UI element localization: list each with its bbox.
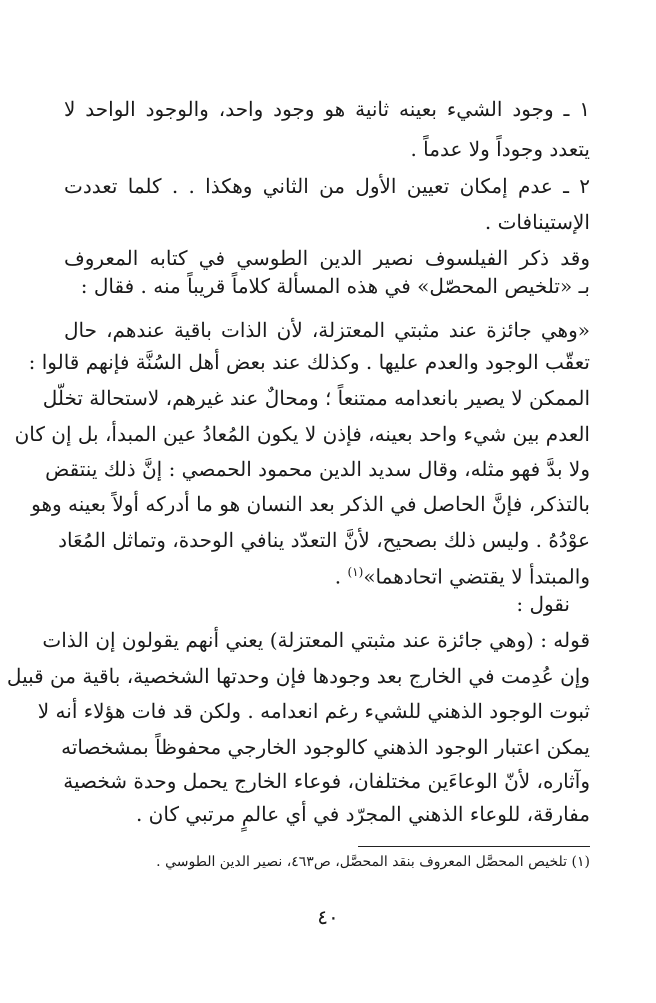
commentary-line: مفارقة، للوعاء الذهني المجرّد في أي عالمٍ مرتبي كان . [135, 802, 590, 826]
body-line: وقد ذكر الفيلسوف نصير الدين الطوسي في كتابه المعروف [64, 246, 590, 270]
quote-line: الممكن لا يصير بانعدامه ممتنعاً ؛ ومحالٌ عند غيرهم، لاستحالة تخلّل [42, 386, 590, 410]
footnote-divider [358, 846, 590, 847]
commentary-line: قوله : (وهي جائزة عند مثبتي المعتزلة) يعني أنهم يقولون إن الذات [42, 628, 590, 652]
body-line: بـ «تلخيص المحصّل» في هذه المسألة كلاماً قريباً منه . فقال : [80, 274, 590, 298]
body-line: ١ ـ وجود الشيء بعينه ثانية هو وجود واحد، والوجود الواحد لا [64, 97, 590, 121]
body-line: ٢ ـ عدم إمكان تعيين الأول من الثاني وهكذا . . كلما تعددت [64, 174, 590, 198]
quote-end-punct: . [334, 564, 348, 589]
body-line: يتعدد وجوداً ولا عدماً . [410, 137, 590, 161]
section-label: نقول : [516, 592, 570, 616]
commentary-line: وآثاره، لأنّ الوعاءَين مختلفان، فوعاء الخارج يحمل وحدة شخصية [63, 769, 590, 793]
quote-line: العدم بين شيء واحد بعينه، فإذن لا يكون المُعادُ عين المبدأ، بل إن كان [14, 422, 590, 446]
quote-line: «وهي جائزة عند مثبتي المعتزلة، لأن الذات باقية عندهم، حال [64, 318, 590, 342]
commentary-line: يمكن اعتبار الوجود الذهني كالوجود الخارجي محفوظاً بمشخصاته [61, 735, 590, 759]
footnote-marker: (١) [347, 565, 364, 579]
quote-line-last [335, 558, 590, 591]
body-line: الإستينافات . [484, 210, 590, 234]
commentary-line: وإن عُدِمت في الخارج بعد وجودها فإن وحدتها الشخصية، باقية من قبيل [6, 664, 590, 688]
footnote-text: (١) تلخيص المحصَّل المعروف بنقد المحصَّل، ص٤٦٣، نصير الدين الطوسي . [156, 854, 590, 870]
page-number: ٤٠ [317, 905, 339, 929]
commentary-line: ثبوت الوجود الذهني للشيء رغم انعدامه . ولكن قد فات هؤلاء أنه لا [37, 699, 590, 723]
quote-line: ولا بدَّ فهو مثله، وقال سديد الدين محمود الحمصي : إنَّ ذلك ينتقض [45, 457, 590, 481]
quote-line: عوْدُهُ . وليس ذلك بصحيح، لأنَّ التعدّد ينافي الوحدة، وتماثل المُعَاد [58, 528, 590, 552]
quote-end-text: والمبتدأ لا يقتضي اتحادهما» [363, 564, 590, 589]
quote-line: بالتذكر، فإنَّ الحاصل في الذكر بعد النسان هو ما أدركه أولاً بعينه وهو [31, 492, 590, 516]
quote-line: تعقّب الوجود والعدم عليها . وكذلك عند بعض أهل السُنَّة فإنهم قالوا : [28, 350, 590, 374]
